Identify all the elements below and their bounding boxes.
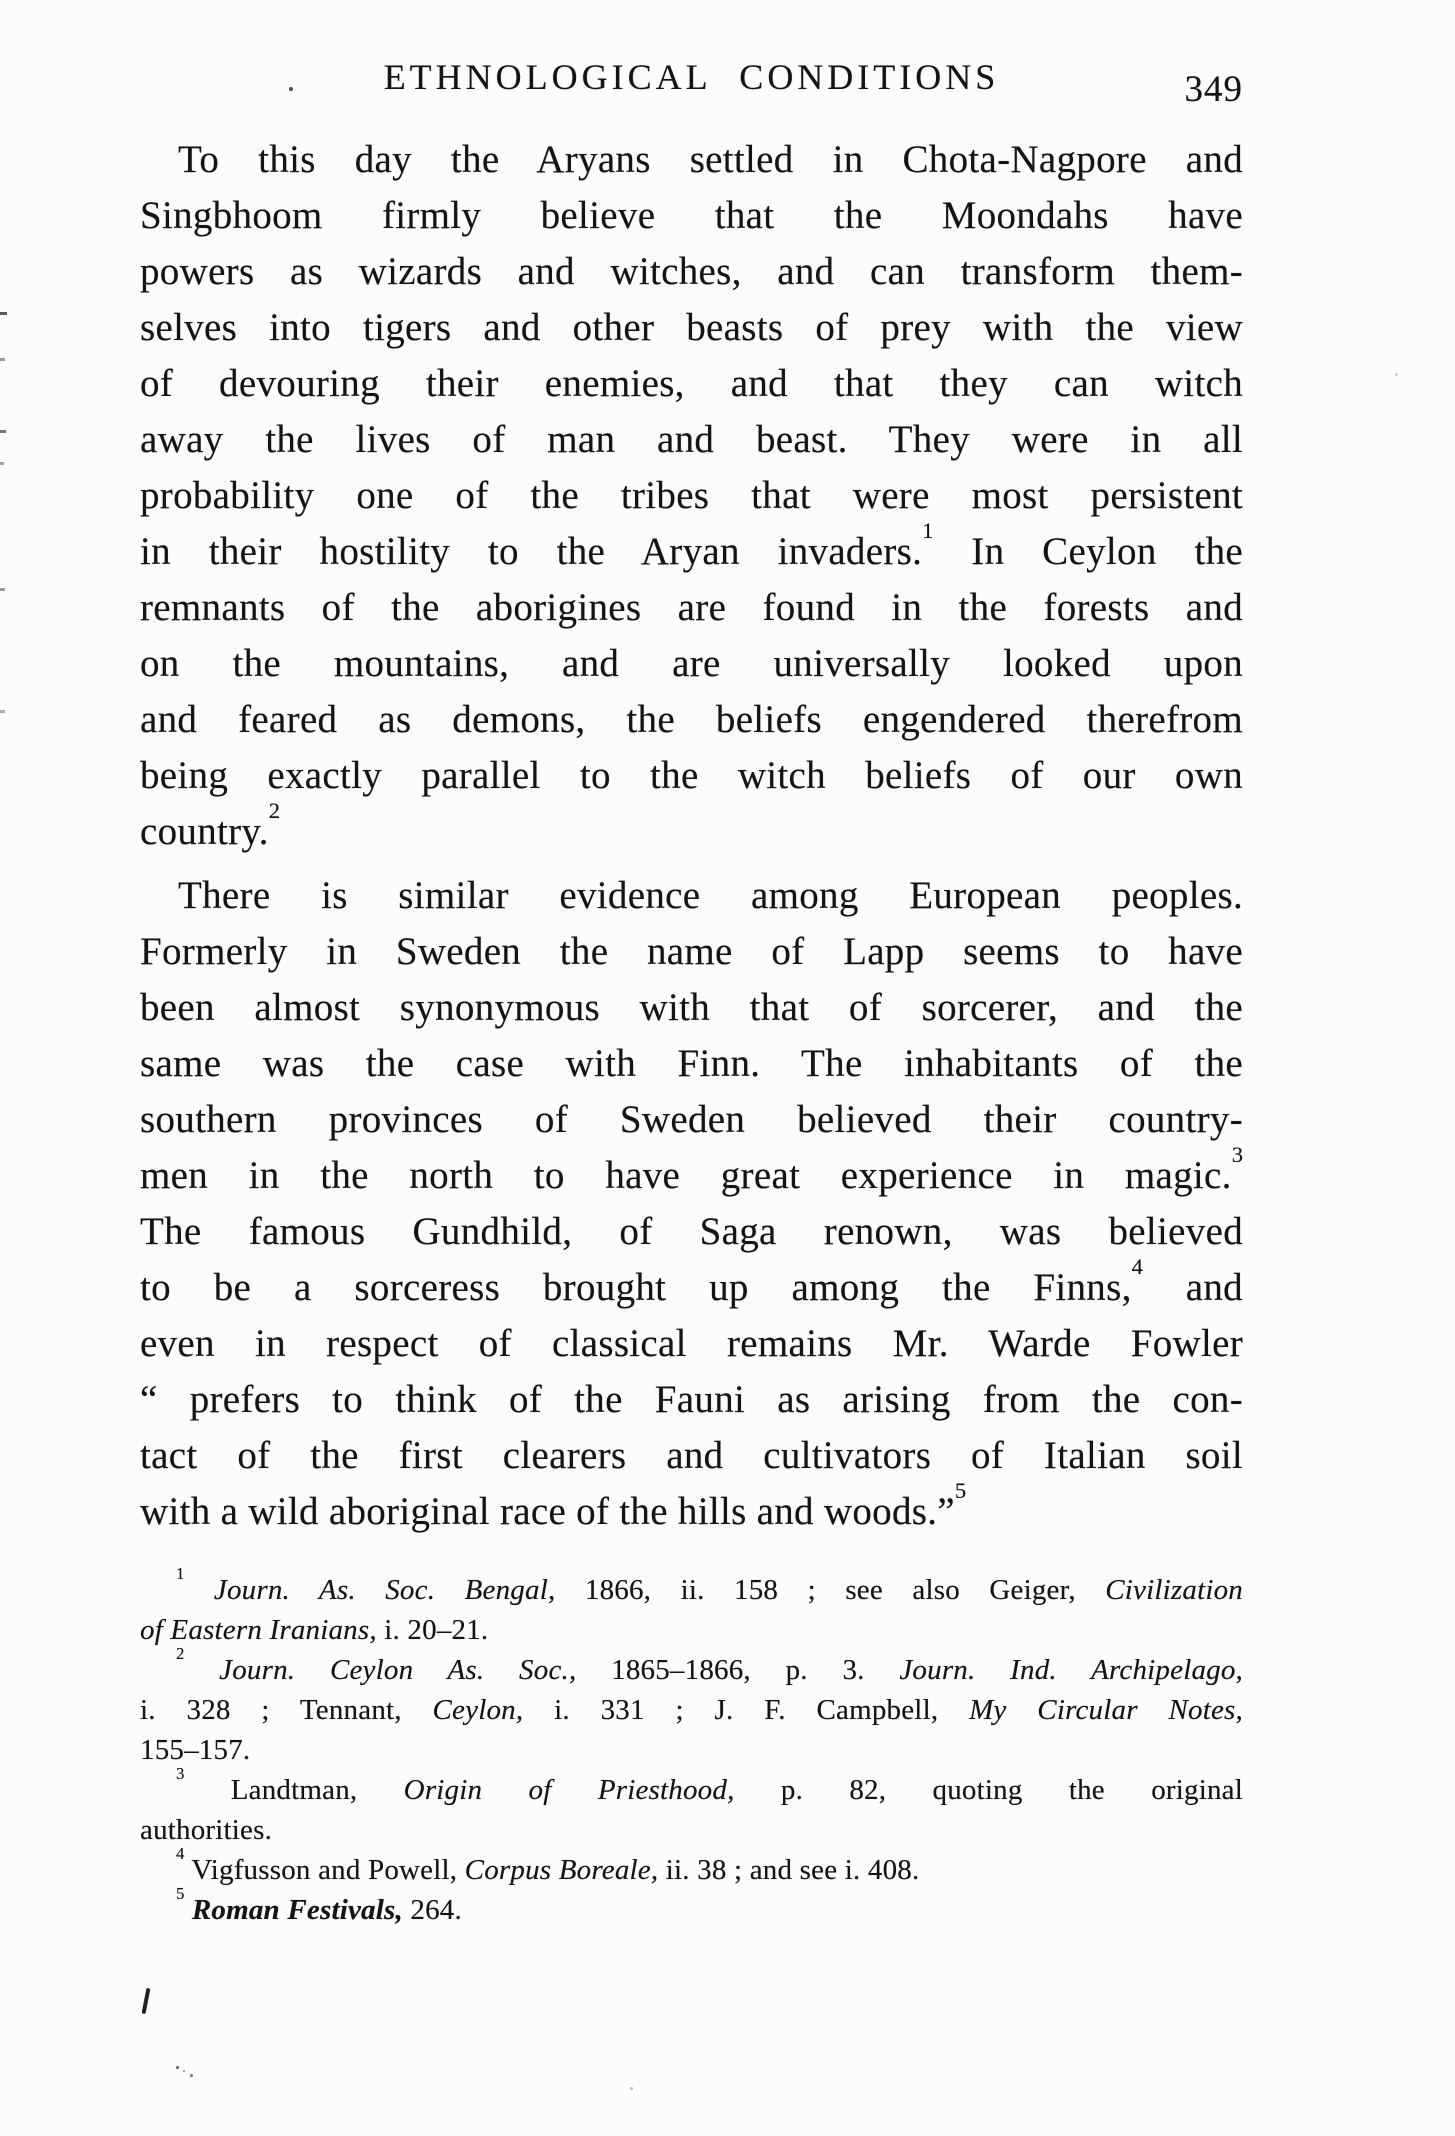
text-line [140,300,1243,356]
scan-artifact-tick [0,358,5,361]
text-segment: Roman Festivals, [191,1894,403,1926]
footnote [140,1764,1243,1850]
text-segment: on the mountains, and are universally looked upon [140,642,1243,685]
text-segment: Civilization [1105,1574,1243,1606]
text-line [140,1036,1243,1092]
footnote [140,1884,1243,1930]
text-segment: being exactly parallel to the witch beliefs of our own [140,754,1243,797]
text-segment: same was the case with Finn. The inhabitants of the [140,1042,1243,1085]
text-segment: Ceylon, [432,1694,524,1726]
text-segment: with a wild aboriginal race of the hills and woods.” [140,1490,955,1533]
text-segment: in their hostility to the Aryan invaders. [140,530,923,573]
text-segment: southern provinces of Sweden believed their country- [140,1098,1243,1141]
text-line [140,1644,1243,1690]
text-segment [184,1654,219,1686]
text-segment: away the lives of man and beast. They were in all [140,418,1243,461]
text-line [140,748,1243,804]
text-segment: Journ. Ind. Archipelago, [899,1654,1243,1686]
scan-artifact-tick [0,588,5,591]
text-line [140,412,1243,468]
text-segment: to be a sorceress brought up among the Finns, [140,1266,1132,1309]
text-segment [184,1574,213,1606]
text-segment: men in the north to have great experience in magic. [140,1154,1232,1197]
scan-artifact-slash [142,1988,151,2014]
text-segment: even in respect of classical remains Mr. Warde Fowler [140,1322,1243,1365]
text-segment: i. 328 ; Tennant, [140,1694,433,1726]
text-segment: powers as wizards and witches, and can transform them- [140,250,1243,293]
text-segment: Landtman, [184,1774,404,1806]
text-line [140,188,1243,244]
text-segment: of Eastern Iranians, [140,1614,377,1646]
footnote-marker: 3 [1231,1141,1243,1167]
text-segment: and [1142,1266,1243,1309]
text-line [140,1141,1243,1204]
text-line [140,1372,1243,1428]
text-line [140,580,1243,636]
paragraph [140,868,1243,1540]
scan-artifact-dot [190,2074,193,2077]
text-line [140,1844,1243,1890]
text-line [140,1884,1243,1930]
text-segment: “ prefers to think of the Fauni as arising from the con- [140,1378,1243,1421]
text-segment: selves into tigers and other beasts of prey with the view [140,306,1243,349]
text-line [140,1810,1243,1850]
text-line [140,1204,1243,1260]
text-segment: tact of the first clearers and cultivators of Italian soil [140,1434,1243,1477]
text-segment: There is similar evidence among European peoples. [178,874,1243,917]
text-line [140,1092,1243,1148]
text-segment: i. 331 ; J. F. Campbell, [523,1694,970,1726]
scan-artifact-dot [183,2070,185,2072]
text-segment: To this day the Aryans settled in Chota-Nagpore and [178,138,1243,181]
page-number: 349 [1184,69,1243,110]
text-line [140,692,1243,748]
running-header: ETHNOLOGICAL CONDITIONS [383,57,1000,97]
text-segment: 1866, ii. 158 ; see also Geiger, [555,1574,1106,1606]
footnote-marker: 3 [176,1764,185,1784]
text-segment: 1865–1866, p. 3. [576,1654,900,1686]
text-line [140,132,1243,188]
text-line [140,1253,1243,1316]
footnote-marker: 1 [922,517,934,543]
text-segment: of devouring their enemies, and that they can witch [140,362,1243,405]
footnote [140,1564,1243,1650]
text-line [140,1564,1243,1610]
footnote-marker: 4 [176,1844,185,1864]
text-segment: 155–157. [140,1734,251,1766]
text-line [140,980,1243,1036]
text-segment: and feared as demons, the beliefs engendered therefrom [140,698,1243,741]
text-segment: Origin of Priesthood, [403,1774,735,1806]
text-line [140,356,1243,412]
text-line [140,1690,1243,1730]
text-segment: In Ceylon the [933,530,1243,573]
text-line [140,797,1243,860]
footnote-marker: 4 [1131,1253,1143,1279]
scan-artifact-tick [0,710,5,713]
text-segment: The famous Gundhild, of Saga renown, was believed [140,1210,1243,1253]
text-segment: country. [140,810,269,853]
scan-artifact-dot [630,2087,633,2090]
scan-artifact-dot [176,2066,179,2069]
text-segment: Singbhoom firmly believe that the Moondahs have [140,194,1243,237]
footnote [140,1644,1243,1770]
text-line [140,1316,1243,1372]
text-segment: p. 82, quoting the original [734,1774,1243,1806]
text-line [140,468,1243,524]
text-segment: Journ. As. Soc. Bengal, [213,1574,556,1606]
text-line [140,517,1243,580]
text-segment: 264. [402,1894,462,1926]
text-line [140,244,1243,300]
scan-artifact-tick [0,462,4,465]
text-segment: authorities. [140,1814,273,1846]
text-line [140,1477,1243,1540]
text-segment: ii. 38 ; and see i. 408. [658,1854,920,1886]
text-segment: Vigfusson and Powell, [184,1854,465,1886]
text-line [140,1428,1243,1484]
text-segment: Corpus Boreale, [464,1854,659,1886]
text-line [140,1730,1243,1770]
text-segment: remnants of the aborigines are found in the forests and [140,586,1243,629]
text-line [140,1764,1243,1810]
footnote-marker: 2 [176,1644,185,1664]
text-segment: Journ. Ceylon As. Soc., [219,1654,577,1686]
paragraph [140,132,1243,860]
text-line [140,924,1243,980]
text-line [140,1610,1243,1650]
text-segment: been almost synonymous with that of sorcerer, and the [140,986,1243,1029]
footnote-marker: 2 [268,797,281,823]
text-line [140,868,1243,924]
text-segment: probability one of the tribes that were most persistent [140,474,1243,517]
footnote-marker: 5 [954,1477,967,1503]
scan-artifact-dot [289,87,293,91]
text-segment: Formerly in Sweden the name of Lapp seems to have [140,930,1243,973]
text-segment [184,1894,191,1926]
footnote-marker: 5 [176,1884,185,1904]
scan-artifact-tick [0,430,6,433]
footnote [140,1844,1243,1890]
footnote-section [140,1564,1243,1930]
text-segment: i. 20–21. [376,1614,489,1646]
scan-artifact-tick [0,312,7,315]
footnote-marker: 1 [176,1564,185,1584]
scan-artifact-dot [1395,373,1398,376]
text-line [140,636,1243,692]
text-segment: My Circular Notes, [969,1694,1243,1726]
body-text [140,132,1243,1540]
